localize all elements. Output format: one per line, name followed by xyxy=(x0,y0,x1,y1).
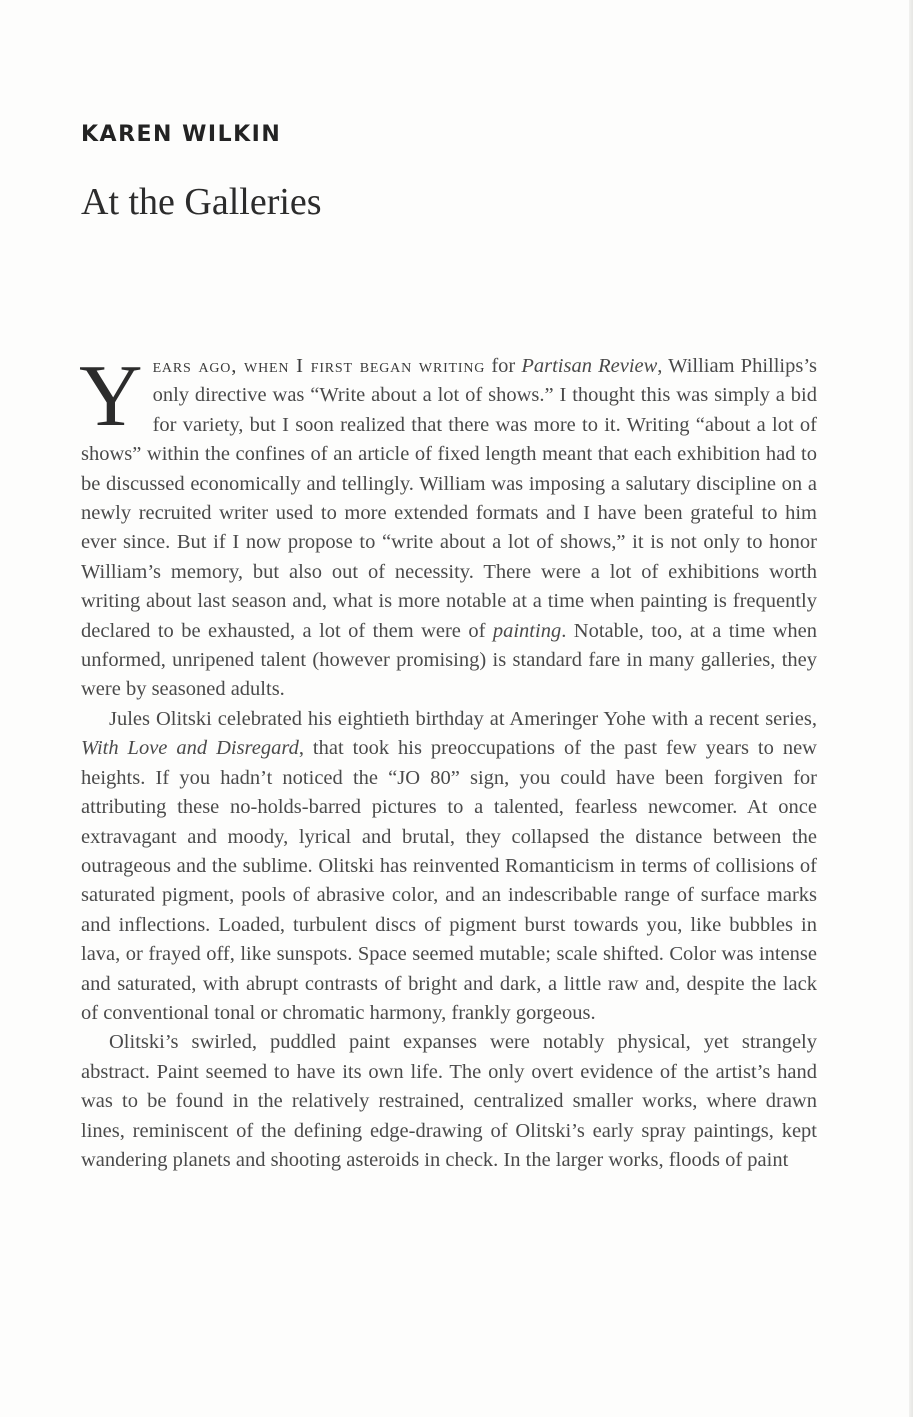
article-title: At the Galleries xyxy=(81,181,322,223)
paragraph-1 xyxy=(79,348,817,705)
emphasis-painting: painting xyxy=(492,619,562,642)
text-run: Jules Olitski celebrated his eightieth birthday at Ameringer Yohe with a recent series, xyxy=(109,707,817,730)
author-name: KAREN WILKIN xyxy=(81,122,282,147)
text-run: for xyxy=(485,355,522,377)
paragraph-3 xyxy=(81,1028,817,1175)
series-title: With Love and Disregard xyxy=(81,737,299,760)
page-edge xyxy=(909,0,913,1417)
lead-in-smallcaps: ears ago, when I first began writing xyxy=(152,355,486,377)
article-body xyxy=(79,348,817,1175)
paragraph-2 xyxy=(81,705,817,1028)
text-run: , that took his preoccupations of the past few years to new heights. If you hadn’t noticed the “JO 80” sign, you could have been forgiven for attributing these no-holds-barred pictures to a talented, fearless newcomer. At once extravagant and moody, lyrical and brutal, they collapsed the distance between the outrageous and the sublime. Olitski has reinvented Romanticism in terms of collisions of saturated pigment, pools of abrasive color, and an indescribable range of surface marks and inflections. Loaded, turbulent discs of pigment burst towards you, like bubbles in lava, or frayed off, like sunspots. Space seemed mutable; scale shifted. Color was intense and saturated, with abrupt contrasts of bright and dark, a little raw and, despite the lack of conventional tonal or chromatic harmony, frankly gorgeous. xyxy=(81,737,817,1024)
journal-title: Partisan Review xyxy=(521,355,658,377)
drop-cap: Y xyxy=(79,348,143,445)
text-run: Olitski’s swirled, puddled paint expanses were notably physical, yet strangely abstract. Paint seemed to have its own life. The only overt evidence of the artist’s hand was to be found in the relatively restrained, centralized smaller works, where drawn lines, reminiscent of the defining edge-drawing of Olitski’s early spray paintings, kept wandering planets and shooting asteroids in check. In the larger works, floods of paint xyxy=(81,1031,817,1171)
text-run: . Notable, too, at a time when unformed, unripened talent (however promising) is standard fare in many galleries, they were by seasoned adults. xyxy=(81,619,817,701)
text-run: , William Phillips’s only directive was “Write about a lot of shows.” I thought this was simply a bid for variety, but I soon realized that there was more to it. Writing “about a lot of shows” within the confines of an article of fixed length meant that each exhibition had to be discussed economically and tellingly. William was imposing a salutary discipline on a newly recruited writer used to more extended formats and I have been grateful to him ever since. But if I now propose to “write about a lot of shows,” it is not only to honor William’s memory, but also out of necessity. There were a lot of exhibitions worth writing about last season and, what is more notable at a time when painting is frequently declared to be exhausted, a lot of them were of xyxy=(81,355,817,642)
